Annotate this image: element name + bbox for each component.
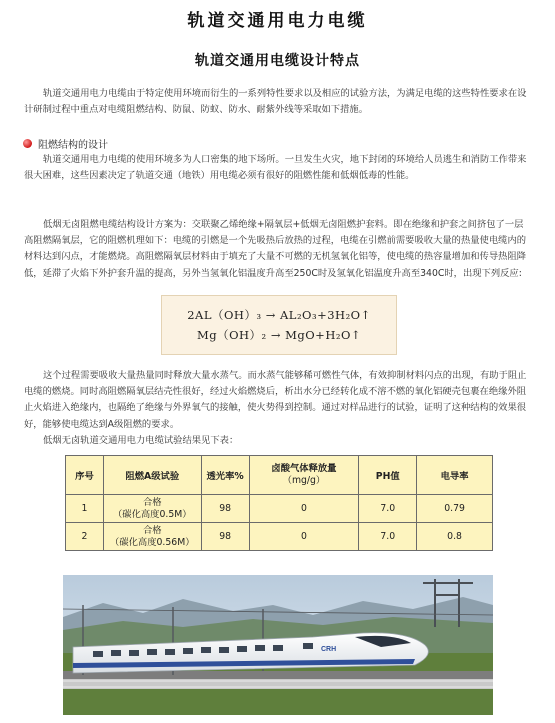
- cell-flame-test: [103, 495, 201, 523]
- train-illustration: [63, 575, 493, 715]
- cell-ph: 7.0: [359, 523, 417, 551]
- formula-line-1: 2AL（OH）₃ → AL₂O₃+3H₂O↑: [187, 308, 371, 322]
- cell-conductivity: 0.8: [417, 523, 493, 551]
- cell-flame-test: [103, 523, 201, 551]
- intro-paragraph: 轨道交通用电力电缆由于特定使用环境而衍生的一系列特性要求以及相应的试验方法，为满足电缆的这些特性要求在设计研制过程中重点对电缆阻燃结构、防鼠、防蚁、防水、耐紫外线等采取如下措施。: [24, 88, 527, 116]
- header-no: 序号: [66, 456, 104, 495]
- process-paragraph: 这个过程需要吸收大量热量同时释放大量水蒸气。而水蒸气能够稀可燃性气体，有效抑制材料闪点的出现，有助于阻止电缆的燃烧。同时高阻燃隔氧层结壳性很好，经过火焰燃烧后，析出水分已经转化成不溶不燃的氧化铝硬壳包裹在绝缘外阻止火焰进入绝缘内，也隔绝了绝缘与外界氧气的接触，使火势得到控制。通过对样品进行的试验，证明了这种结构的效果很好，能够使电缆达到A级阻燃的要求。: [24, 370, 527, 430]
- cell-no: 2: [66, 523, 104, 551]
- header-conductivity: 电导率: [417, 456, 493, 495]
- cell-no: 1: [66, 495, 104, 523]
- track-bed: [63, 671, 493, 679]
- cell-transmittance: 98: [201, 523, 249, 551]
- cell-flame-result: 合格: [142, 524, 162, 536]
- page-title: 轨道交通用电力电缆: [187, 11, 368, 31]
- cell-transmittance: 98: [201, 495, 249, 523]
- header-halogen-label: 卤酸气体释放量: [271, 463, 337, 474]
- design-paragraph: 低烟无卤阻燃电缆结构设计方案为：交联聚乙烯绝缘+隔氧层+低烟无卤阻燃护套料。即在绝缘和护套之间挤包了一层高阻燃隔氧层，它的阻燃机理如下：电缆的引燃是一个先吸热后放热的过程，电缆在引燃前需要吸收大量的热量使电缆内的材料达到闪点，才能燃烧。高阻燃隔氧层材料由于填充了大量不可燃的无机氢氧化铝等，使电缆的热容量增加和传导热阻降低，延滞了火焰下外护套升温的提高，另外当氢氧化铝温度升高至250C时及氢氧化铝温度升高至340C时，出现下列反应:: [24, 219, 527, 279]
- cell-flame-height: （碳化高度0.5M）: [112, 508, 192, 520]
- formula-line-2: Mg（OH）₂ → MgO+H₂O↑: [196, 328, 362, 342]
- header-flame-test: 阻燃A级试验: [103, 456, 201, 495]
- table-row: [66, 523, 493, 551]
- red-bullet-icon: [23, 139, 32, 148]
- cell-flame-height: （碳化高度0.56M）: [110, 536, 195, 548]
- header-transmittance: 透光率%: [201, 456, 249, 495]
- cell-flame-result: 合格: [142, 496, 162, 508]
- results-table: [65, 455, 493, 551]
- train-logo: CRH: [321, 646, 337, 653]
- environment-paragraph: 轨道交通用电力电缆的使用环境多为人口密集的地下场所。一旦发生火灾，地下封闭的环境给人员逃生和消防工作带来很大困难，这些因素决定了轨道交通（地铁）用电缆必须有很好的阻燃性能和低烟低毒的性能。: [24, 154, 527, 182]
- table-header-row: [66, 456, 493, 495]
- subheading-flame-retardant: [23, 136, 108, 151]
- header-halogen-unit: （mg/g）: [282, 475, 326, 486]
- cell-halogen: 0: [249, 495, 359, 523]
- cell-conductivity: 0.79: [417, 495, 493, 523]
- cell-halogen: 0: [249, 523, 359, 551]
- table-row: [66, 495, 493, 523]
- header-ph: PH值: [359, 456, 417, 495]
- results-intro: 低烟无卤轨道交通用电力电缆试验结果见下表：: [43, 435, 239, 446]
- cell-ph: 7.0: [359, 495, 417, 523]
- header-halogen: [249, 456, 359, 495]
- subheading-label: 阻燃结构的设计: [38, 140, 108, 151]
- train-photo: [63, 575, 493, 715]
- reaction-formula-box: [161, 295, 397, 355]
- section-title: 轨道交通用电缆设计特点: [195, 53, 360, 69]
